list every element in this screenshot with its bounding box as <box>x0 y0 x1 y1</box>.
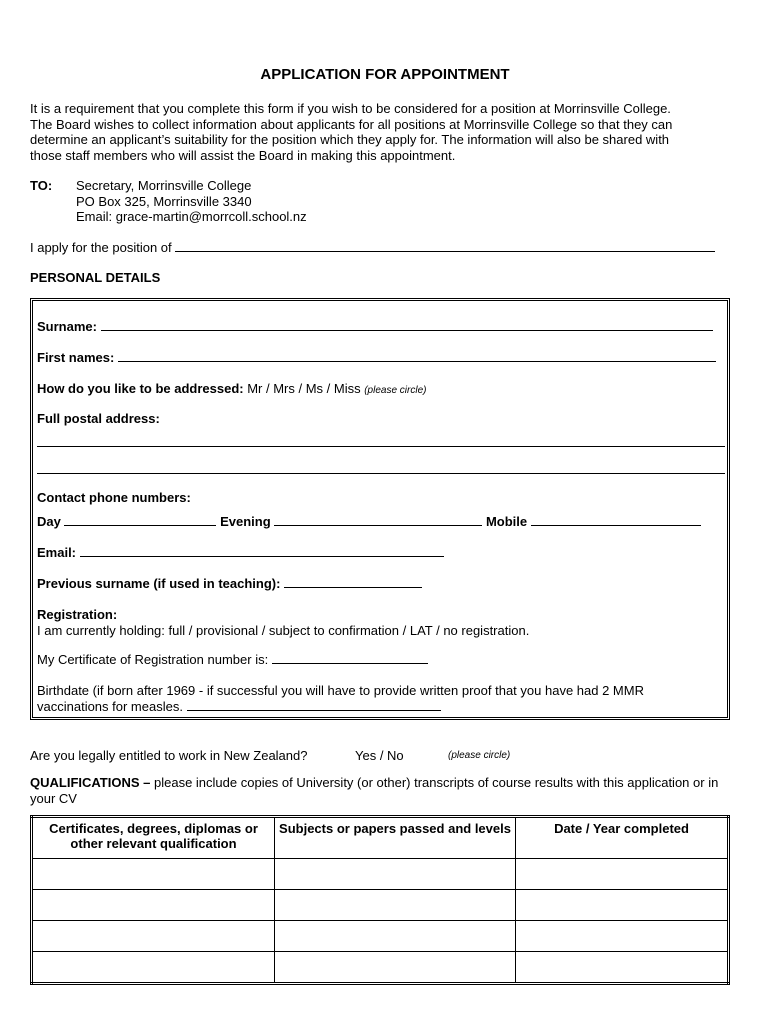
column-header: Subjects or papers passed and levels <box>275 817 516 859</box>
to-label: TO: <box>30 178 53 193</box>
to-address: Secretary, Morrinsville College PO Box 325, Morrinsville 3340 Email: grace-martin@morrcoll.school.nz <box>76 178 307 224</box>
registration-options[interactable]: I am currently holding: full / provisional / subject to confirmation / LAT / no registration. <box>37 623 530 638</box>
day-phone-field[interactable] <box>64 514 216 526</box>
table-row <box>32 890 729 921</box>
registration-label: Registration: <box>37 607 118 622</box>
table-cell[interactable] <box>275 952 516 984</box>
previous-surname-row: Previous surname (if used in teaching): <box>37 576 422 591</box>
table-row <box>32 921 729 952</box>
intro-paragraph: It is a requirement that you complete this form if you wish to be considered for a position at Morrinsville College. The Board wishes to collect information about applicants for all positions at Morrinsville College so that they can determine an applicant’s suitability for the position which they apply for. The information will also be shared with those staff members who will assist the Board in making this appointment. <box>30 101 673 163</box>
table-cell[interactable] <box>32 859 275 890</box>
table-cell[interactable] <box>32 921 275 952</box>
table-cell[interactable] <box>516 921 729 952</box>
email-field[interactable] <box>80 545 444 557</box>
contact-phone-label: Contact phone numbers: <box>37 490 191 505</box>
table-row <box>32 859 729 890</box>
table-cell[interactable] <box>275 890 516 921</box>
phone-row: Day Evening Mobile <box>37 514 701 529</box>
table-row <box>32 952 729 984</box>
page-title: APPLICATION FOR APPOINTMENT <box>260 66 510 83</box>
qualifications-intro: QUALIFICATIONS – please include copies of University (or other) transcripts of course results with this application or in your CV <box>30 775 719 806</box>
legal-please-circle: (please circle) <box>448 750 511 761</box>
mobile-phone-field[interactable] <box>531 514 701 526</box>
table-cell[interactable] <box>275 859 516 890</box>
birthdate-field[interactable] <box>187 699 441 711</box>
first-names-field[interactable] <box>118 350 716 362</box>
surname-row: Surname: <box>37 319 713 334</box>
certificate-number-row: My Certificate of Registration number is: <box>37 652 428 667</box>
table-cell[interactable] <box>275 921 516 952</box>
table-cell[interactable] <box>32 952 275 984</box>
title-options[interactable]: Mr / Mrs / Ms / Miss <box>247 381 361 396</box>
postal-address-line-1[interactable] <box>37 446 725 447</box>
email-row: Email: <box>37 545 444 560</box>
position-field[interactable] <box>175 240 715 252</box>
column-header: Certificates, degrees, diplomas or other relevant qualification <box>32 817 275 859</box>
apply-position-row: I apply for the position of <box>30 240 715 255</box>
table-cell[interactable] <box>32 890 275 921</box>
evening-phone-field[interactable] <box>274 514 482 526</box>
previous-surname-field[interactable] <box>284 576 422 588</box>
legal-question: Are you legally entitled to work in New Zealand? <box>30 748 308 763</box>
table-cell[interactable] <box>516 890 729 921</box>
table-cell[interactable] <box>516 859 729 890</box>
table-cell[interactable] <box>516 952 729 984</box>
certificate-number-field[interactable] <box>272 652 428 664</box>
legal-options[interactable]: Yes / No <box>355 748 404 763</box>
column-header: Date / Year completed <box>516 817 729 859</box>
table-header-row <box>32 817 729 859</box>
postal-address-label: Full postal address: <box>37 411 160 426</box>
surname-field[interactable] <box>101 319 713 331</box>
address-as-row: How do you like to be addressed: Mr / Mrs / Ms / Miss (please circle) <box>37 381 427 396</box>
qualifications-table <box>30 815 730 985</box>
birthdate-row: Birthdate (if born after 1969 - if successful you will have to provide written proof that you have had 2 MMR vaccinations for measles. <box>37 683 644 714</box>
first-names-row: First names: <box>37 350 716 365</box>
personal-details-heading: PERSONAL DETAILS <box>30 270 161 285</box>
postal-address-line-2[interactable] <box>37 473 725 474</box>
